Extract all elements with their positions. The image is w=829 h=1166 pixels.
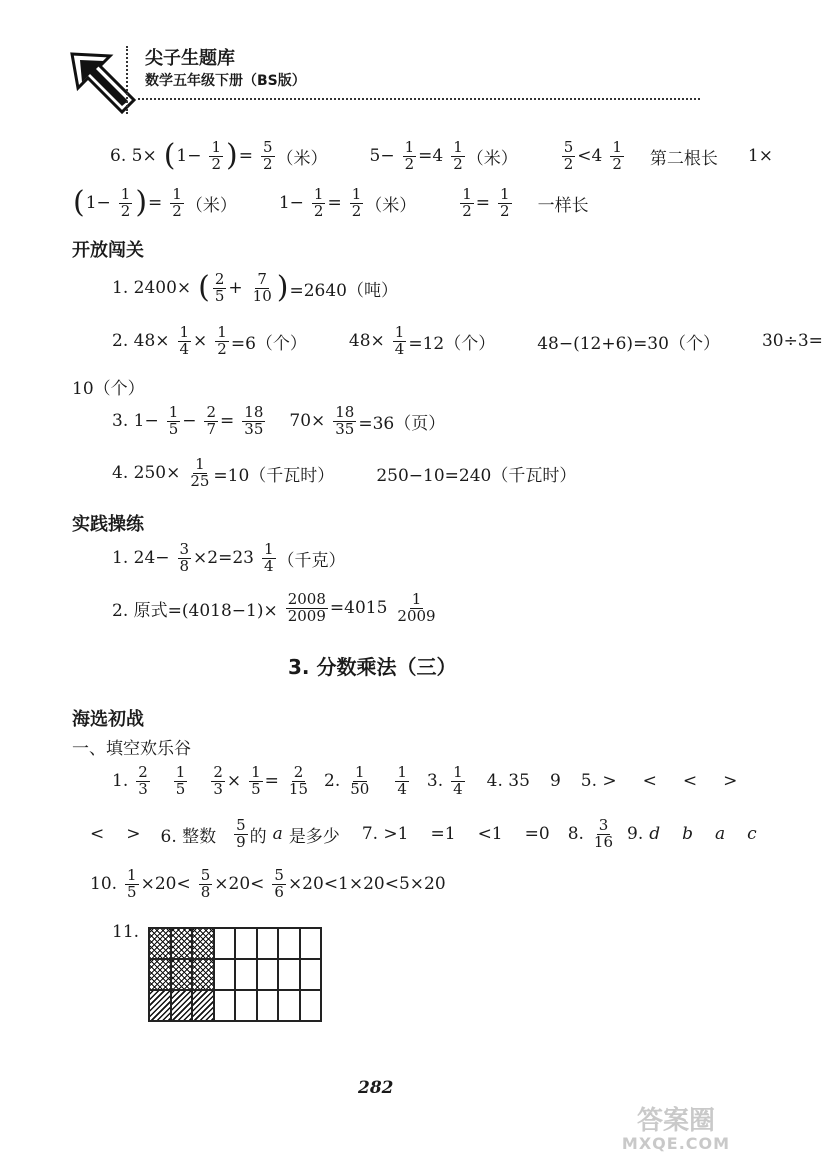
fraction: $\frac{5}{6}$ — [274, 866, 284, 901]
fraction: $\frac{1}{2}$ — [404, 138, 415, 173]
grid-cell — [257, 990, 279, 1021]
text: 9 — [549, 771, 561, 792]
fill-line-2 — [90, 818, 763, 851]
watermark-top: 答案圈 — [636, 1106, 715, 1136]
text: < — [642, 771, 657, 792]
grid-cell — [214, 928, 236, 959]
fraction: $\frac{1}{2}$ — [500, 185, 510, 220]
text: > — [126, 824, 141, 845]
grid-cell — [278, 959, 300, 990]
fraction: $\frac{1}{4}$ — [179, 323, 190, 358]
fraction: $\frac{18}{35}$ — [244, 403, 264, 438]
answer-line-2 — [112, 325, 829, 358]
text: 1. 2400× — [112, 278, 192, 299]
text: 的 — [249, 826, 267, 847]
text: 48−(12+6)=30（个） — [537, 333, 720, 354]
fraction: $\frac{1}{5}$ — [168, 403, 179, 438]
book-subtitle: 数学五年级下册（BS版） — [145, 73, 306, 89]
fraction: $\frac{1}{2}$ — [313, 185, 324, 220]
text: 1− — [278, 193, 304, 214]
text: =36（页） — [358, 413, 446, 434]
fraction: $\frac{5}{2}$ — [262, 138, 273, 173]
text: 2. 48× — [112, 331, 170, 352]
text: < — [682, 771, 698, 792]
fraction: $\frac{1}{5}$ — [251, 763, 261, 798]
fraction: $\frac{1}{50}$ — [350, 763, 370, 798]
grid-cell — [257, 959, 279, 990]
text: 6. 整数 — [160, 826, 217, 847]
fraction: $\frac{2}{3}$ — [138, 763, 148, 798]
text: 3. 1− — [112, 411, 159, 432]
text: 第二根长 — [649, 148, 718, 169]
unit: （米） — [466, 148, 518, 169]
paren: ) — [226, 138, 238, 174]
text: = — [238, 146, 253, 167]
fill-line-11-label — [112, 922, 145, 942]
heading-shijian: 实践操练 — [72, 514, 144, 535]
grid-cell-crosshatch — [192, 928, 214, 959]
variable: d — [649, 824, 661, 845]
heading-kaifang: 开放闯关 — [72, 240, 144, 261]
fraction: $\frac{5}{2}$ — [563, 138, 574, 173]
text: = — [475, 193, 491, 214]
fraction: $\frac{1}{2}$ — [462, 185, 472, 220]
paren: ( — [198, 270, 210, 306]
text: = — [148, 193, 163, 214]
fraction: $\frac{2}{7}$ — [206, 403, 217, 438]
text: <4 — [577, 146, 603, 167]
answer-line-2-cont — [72, 374, 151, 399]
variable: a — [715, 824, 726, 845]
fraction: $\frac{1}{2}$ — [351, 185, 362, 220]
text: > — [723, 771, 738, 792]
grid-cell-crosshatch — [149, 928, 171, 959]
fraction: $\frac{18}{35}$ — [335, 403, 355, 438]
grid-cell-hatched — [171, 990, 193, 1021]
text: =6（个） — [230, 333, 307, 354]
fraction: $\frac{1}{5}$ — [127, 866, 137, 901]
answer-line-6 — [110, 140, 779, 173]
text: 7. >1 — [361, 824, 409, 845]
fraction: $\frac{1}{2}$ — [172, 185, 182, 220]
text: =4015 — [329, 598, 388, 619]
text: = — [264, 771, 279, 792]
text: 1− — [176, 146, 202, 167]
text: ×20<1×20<5×20 — [287, 874, 446, 895]
text: 1× — [747, 146, 773, 167]
unit: （千克） — [277, 550, 346, 571]
text: 48× — [348, 331, 385, 352]
text: 250−10=240（千瓦时） — [376, 465, 577, 486]
fraction: $\frac{1}{2}$ — [453, 138, 463, 173]
grid-cell — [300, 959, 322, 990]
text: 1. — [112, 771, 129, 792]
paren: ) — [276, 270, 289, 306]
answer-line-4 — [112, 457, 582, 490]
text: =1 — [430, 824, 456, 845]
fraction: $\frac{5}{8}$ — [200, 866, 211, 901]
text: 70× — [289, 411, 326, 432]
grid-cell-crosshatch — [192, 959, 214, 990]
text: =10（千瓦时） — [213, 465, 335, 486]
fraction: $\frac{3}{8}$ — [179, 540, 190, 575]
text: × — [226, 771, 242, 792]
fraction: $\frac{1}{4}$ — [453, 763, 463, 798]
fraction: $\frac{3}{16}$ — [593, 816, 614, 851]
text: 2. — [324, 771, 341, 792]
fill-line-1 — [112, 765, 743, 798]
text: 1. 24− — [112, 548, 170, 569]
text: 1− — [85, 193, 111, 214]
grid-cell — [300, 928, 322, 959]
page-number: 282 — [358, 1078, 394, 1098]
shaded-grid-diagram — [148, 927, 322, 1022]
text: =0 — [524, 824, 550, 845]
heading-haixuan: 海选初战 — [72, 709, 144, 730]
text: = — [327, 193, 342, 214]
unit: （米） — [365, 195, 417, 216]
fraction: $\frac{1}{2}$ — [217, 323, 227, 358]
practice-line-1 — [112, 542, 352, 575]
text: + — [228, 278, 243, 299]
fraction: $\frac{2}{15}$ — [288, 763, 309, 798]
grid-cell-crosshatch — [171, 959, 193, 990]
variable: a — [272, 824, 283, 845]
grid-cell — [235, 990, 257, 1021]
text: 9. — [627, 824, 644, 845]
header-dotted-rule — [138, 98, 700, 100]
fraction: $\frac{1}{4}$ — [397, 763, 407, 798]
text: =2640（吨） — [289, 280, 398, 301]
series-title: 尖子生题库 — [145, 48, 235, 69]
text: 8. — [567, 824, 584, 845]
text: 5. > — [580, 771, 617, 792]
variable: b — [682, 824, 694, 845]
fraction: $\frac{7}{10}$ — [252, 270, 272, 305]
fraction: $\frac{1}{2}$ — [120, 185, 131, 220]
text: 30÷3= — [761, 331, 823, 352]
unit: （米） — [276, 148, 328, 169]
grid-cell-hatched — [192, 990, 214, 1021]
grid-cell — [257, 928, 279, 959]
text: 10. — [90, 874, 118, 895]
paren: ( — [163, 138, 176, 174]
unit: （米） — [185, 195, 237, 216]
text: 6. 5× — [110, 146, 157, 167]
answer-line-6-cont — [72, 187, 595, 220]
text: 4. 35 — [486, 771, 530, 792]
paren: ( — [73, 185, 85, 221]
answer-line-1 — [112, 272, 404, 305]
grid-cell — [214, 959, 236, 990]
grid-cell — [278, 990, 300, 1021]
text: < — [90, 824, 105, 845]
fraction: $\frac{2008}{2009}$ — [287, 590, 326, 625]
grid-cell — [214, 990, 236, 1021]
grid-cell — [235, 928, 257, 959]
fill-line-10 — [90, 868, 452, 901]
grid-cell — [235, 959, 257, 990]
text: ×20< — [140, 874, 191, 895]
text: =12（个） — [408, 333, 496, 354]
fraction: $\frac{5}{9}$ — [236, 816, 246, 851]
answer-line-3 — [112, 405, 451, 438]
fraction: $\frac{1}{5}$ — [175, 763, 186, 798]
header — [0, 0, 750, 125]
fraction: $\frac{1}{2}$ — [211, 138, 222, 173]
text: 10（个） — [72, 379, 145, 399]
section-title: 3. 分数乘法（三） — [288, 655, 457, 679]
text: 5− — [369, 146, 395, 167]
fraction: $\frac{1}{25}$ — [190, 455, 210, 490]
practice-line-2 — [112, 592, 440, 625]
text: = — [220, 411, 235, 432]
paren: ) — [135, 185, 148, 221]
text: ×20< — [214, 874, 265, 895]
text: 是多少 — [288, 826, 340, 847]
header-wave — [126, 46, 132, 114]
text: 2. 原式=(4018−1)× — [112, 600, 278, 621]
text: 一样长 — [537, 195, 589, 216]
fraction: $\frac{1}{4}$ — [263, 540, 274, 575]
grid-cell — [300, 990, 322, 1021]
grid-cell-hatched — [149, 990, 171, 1021]
text: 3. — [426, 771, 444, 792]
fraction: $\frac{1}{2009}$ — [397, 590, 436, 625]
fraction: $\frac{2}{3}$ — [213, 763, 223, 798]
fraction: $\frac{1}{4}$ — [394, 323, 405, 358]
grid-cell-crosshatch — [149, 959, 171, 990]
grid-cell — [278, 928, 300, 959]
watermark-bottom: MXQE.COM — [621, 1134, 731, 1153]
watermark — [606, 1108, 746, 1153]
text: ×2=23 — [193, 548, 254, 569]
text: × — [193, 331, 208, 352]
text: 4. 250× — [112, 463, 181, 484]
text: <1 — [477, 824, 503, 845]
text: 11. — [112, 922, 140, 942]
text: =4 — [418, 146, 444, 167]
variable: c — [747, 824, 757, 845]
heading-tiankong: 一、填空欢乐谷 — [72, 739, 191, 759]
fraction: $\frac{2}{5}$ — [214, 270, 225, 305]
grid-cell-crosshatch — [171, 928, 193, 959]
text: − — [182, 411, 197, 432]
fraction: $\frac{1}{2}$ — [612, 138, 622, 173]
